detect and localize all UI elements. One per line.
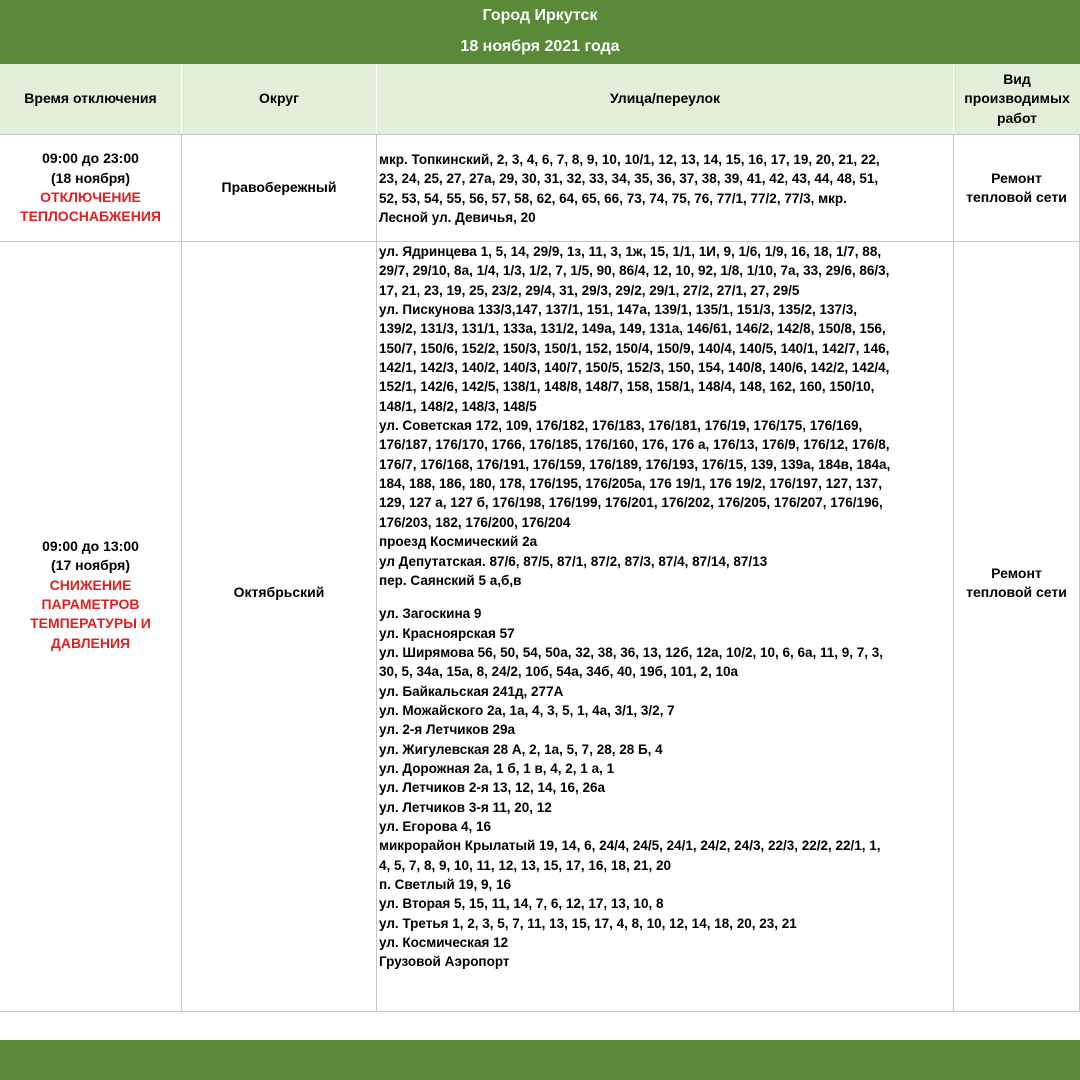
city-title: Город Иркутск — [482, 7, 598, 24]
street-line: 176/203, 182, 176/200, 176/204 — [379, 514, 571, 530]
column-header-street-label: Улица/переулок — [609, 90, 721, 107]
column-header-work — [954, 64, 1080, 134]
street-line: ул. Можайского 2а, 1а, 4, 3, 5, 1, 4а, 3/1, 3/2, 7 — [379, 702, 675, 718]
column-header-work-line: производимых — [964, 90, 1070, 107]
street-line: 139/2, 131/3, 131/1, 133а, 131/2, 149а, 149, 131а, 146/61, 146/2, 142/8, 150/8, 156, — [379, 321, 886, 337]
street-line: 23, 24, 25, 27, 27а, 29, 30, 31, 32, 33, 34, 35, 36, 37, 38, 39, 41, 42, 43, 44, 48, 51, — [379, 171, 879, 187]
street-line: ул. Загоскина 9 — [379, 606, 482, 622]
street-line: 142/1, 142/3, 140/2, 140/3, 140/7, 150/5, 152/3, 150, 154, 140/8, 140/6, 142/2, 142/4, — [379, 360, 890, 376]
street-line — [379, 590, 953, 604]
street-line: пер. Саянский 5 а,б,в — [379, 572, 522, 588]
street-line: ул. Летчиков 3-я 11, 20, 12 — [379, 799, 552, 815]
column-header-time — [0, 64, 181, 134]
work-type: тепловой сети — [966, 584, 1067, 600]
work-type: Ремонт — [991, 564, 1042, 581]
street-line: ул. Ядринцева 1, 5, 14, 29/9, 1з, 11, 3, 1ж, 15, 1/1, 1И, 9, 1/6, 1/9, 16, 18, 1/7, 88, — [379, 244, 882, 259]
row-1-work-cell — [954, 135, 1079, 241]
street-line: 152/1, 142/6, 142/5, 138/1, 148/8, 148/7, 158, 158/1, 148/4, 148, 162, 160, 150/10, — [379, 379, 875, 395]
street-line: ул. Космическая 12 — [379, 935, 509, 951]
street-line: ул Депутатская. 87/6, 87/5, 87/1, 87/2, 87/3, 87/4, 87/14, 87/13 — [379, 553, 768, 569]
column-header-street — [377, 64, 953, 134]
time-date: (18 ноября) — [51, 169, 130, 186]
column-header-district-label: Округ — [259, 90, 299, 107]
status-text: ТЕПЛОСНАБЖЕНИЯ — [20, 208, 161, 225]
row-1-time-cell — [0, 135, 181, 241]
column-header-district — [182, 64, 376, 134]
date-title: 18 ноября 2021 года — [460, 38, 620, 55]
row-2-time-cell — [0, 242, 181, 948]
street-line: ул. Советская 172, 109, 176/182, 176/183, 176/181, 176/19, 176/175, 176/169, — [379, 418, 863, 434]
street-line: ул. Летчиков 2-я 13, 12, 14, 16, 26а — [379, 780, 606, 796]
street-line: 184, 188, 186, 180, 178, 176/195, 176/205а, 176 19/1, 176 19/2, 176/197, 127, 137, — [379, 476, 882, 492]
street-line: ул. Красноярская 57 — [379, 625, 515, 641]
street-line: 129, 127 а, 127 б, 176/198, 176/199, 176/201, 176/202, 176/205, 176/207, 176/196, — [379, 495, 883, 511]
row-2-district-cell — [182, 242, 376, 944]
column-header-work-line: Вид — [1003, 70, 1031, 87]
street-line: ул. Третья 1, 2, 3, 5, 7, 11, 13, 15, 17, 4, 8, 10, 12, 14, 18, 20, 23, 21 — [379, 915, 797, 931]
street-line: 17, 21, 23, 19, 25, 23/2, 29/4, 31, 29/3, 29/2, 29/1, 27/2, 27/1, 27, 29/5 — [379, 282, 800, 298]
title-band — [0, 0, 1080, 64]
street-line: Лесной ул. Девичья, 20 — [379, 210, 536, 226]
row-2-work-cell — [954, 242, 1079, 924]
footer-band — [0, 1040, 1080, 1080]
street-line: ул. Вторая 5, 15, 11, 14, 7, 6, 12, 17, 13, 10, 8 — [379, 896, 664, 912]
time-range: 09:00 до 23:00 — [42, 150, 139, 167]
time-range: 09:00 до 13:00 — [42, 537, 139, 554]
street-line: 148/1, 148/2, 148/3, 148/5 — [379, 398, 537, 414]
time-date: (17 ноября) — [51, 557, 130, 574]
street-line: 176/7, 176/168, 176/191, 176/159, 176/189, 176/193, 176/15, 139, 139а, 184в, 184а, — [379, 456, 891, 472]
street-line: ул. Пискунова 133/3,147, 137/1, 151, 147а, 139/1, 135/1, 151/3, 135/2, 137/3, — [379, 302, 858, 318]
grid-line — [0, 1011, 1080, 1012]
district-name: Октябрьский — [233, 584, 325, 601]
status-text: ОТКЛЮЧЕНИЕ — [40, 189, 141, 205]
work-type: тепловой сети — [966, 189, 1067, 205]
street-line: 4, 5, 7, 8, 9, 10, 11, 12, 13, 15, 17, 16, 18, 21, 20 — [379, 857, 671, 873]
street-line: ул. Дорожная 2а, 1 б, 1 в, 4, 2, 1 а, 1 — [379, 760, 615, 776]
status-text: ДАВЛЕНИЯ — [50, 634, 131, 651]
row-1-district-cell — [182, 135, 376, 241]
column-header-work-line: работ — [996, 109, 1038, 126]
street-line: ул. Егорова 4, 16 — [379, 818, 492, 834]
district-name: Правобережный — [221, 179, 337, 196]
street-line: 29/7, 29/10, 8а, 1/4, 1/3, 1/2, 7, 1/5, 90, 86/4, 12, 10, 92, 1/8, 1/10, 7а, 33, 29/6, 86/3, — [379, 263, 890, 279]
street-line: 176/187, 176/170, 1766, 176/185, 176/160, 176, 176 а, 176/13, 176/9, 176/12, 176/8, — [379, 437, 890, 453]
street-line: ул. Байкальская 241д, 277А — [379, 683, 564, 699]
row-2-streets — [379, 242, 953, 972]
street-line: п. Светлый 19, 9, 16 — [379, 877, 511, 892]
status-text: ПАРАМЕТРОВ — [41, 596, 140, 612]
column-header-time-label: Время отключения — [24, 90, 157, 107]
street-line: 52, 53, 54, 55, 56, 57, 58, 62, 64, 65, 66, 73, 74, 75, 76, 77/1, 77/2, 77/3, мкр. — [379, 190, 847, 206]
street-line: проезд Космический 2а — [379, 534, 538, 550]
street-line: ул. Ширямова 56, 50, 54, 50а, 32, 38, 36, 13, 12б, 12а, 10/2, 10, 6, 6а, 11, 9, 7, 3, — [379, 644, 884, 660]
status-text: СНИЖЕНИЕ — [49, 576, 132, 593]
status-text: ТЕМПЕРАТУРЫ И — [30, 615, 151, 632]
row-1-streets — [379, 150, 953, 227]
street-line: 150/7, 150/6, 152/2, 150/3, 150/1, 152, 150/4, 150/9, 140/4, 140/5, 140/1, 142/7, 146, — [379, 340, 890, 356]
work-type: Ремонт — [991, 169, 1042, 186]
street-line: 30, 5, 34а, 15а, 8, 24/2, 10б, 54а, 34б, 40, 19б, 101, 2, 10а — [379, 664, 739, 680]
grid-line — [376, 134, 377, 1012]
street-line: мкр. Топкинский, 2, 3, 4, 6, 7, 8, 9, 10, 10/1, 12, 13, 14, 15, 16, 17, 19, 20, 21, 22, — [379, 152, 880, 167]
street-line: микрорайон Крылатый 19, 14, 6, 24/4, 24/5, 24/1, 24/2, 24/3, 22/3, 22/2, 22/1, 1, — [379, 838, 881, 854]
street-line: Грузовой Аэропорт — [379, 954, 510, 970]
street-line: ул. Жигулевская 28 А, 2, 1а, 5, 7, 28, 28 Б, 4 — [379, 741, 663, 757]
street-line: ул. 2-я Летчиков 29а — [379, 722, 515, 738]
